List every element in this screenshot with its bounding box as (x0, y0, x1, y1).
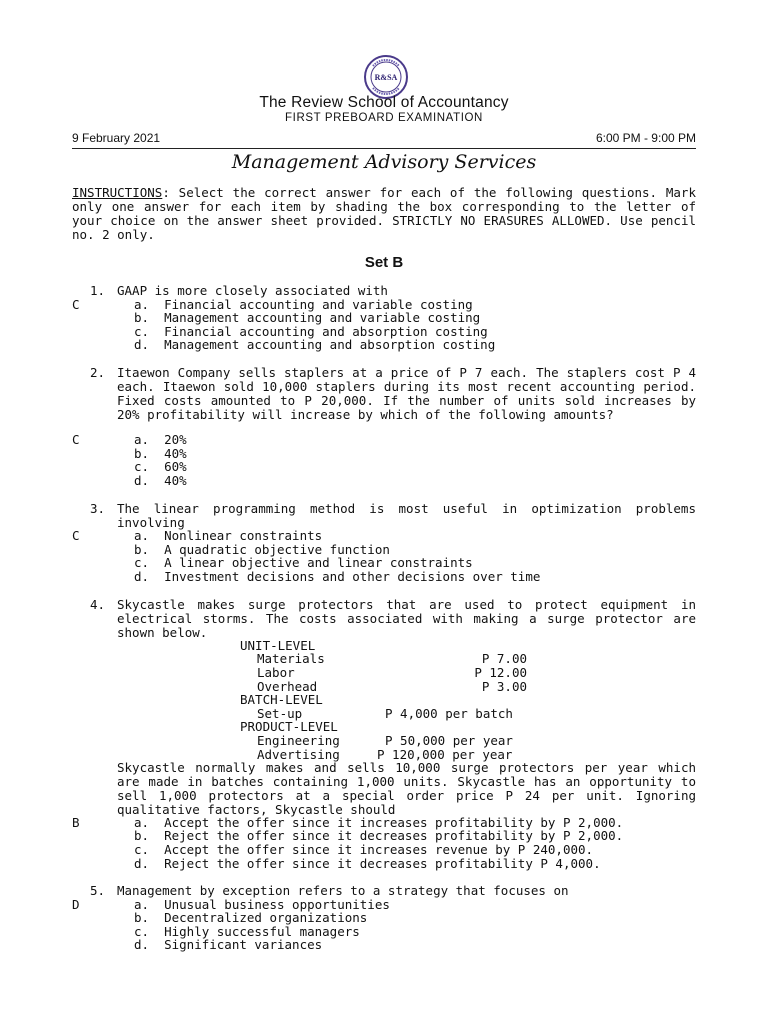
cost-setup-value: P 4,000 per batch (385, 706, 513, 721)
cost-materials-label: Materials (257, 651, 325, 666)
question-4-answer-key: B (72, 815, 80, 830)
question-5-answer-key: D (72, 897, 80, 912)
question-2-option-d: d. 40% (134, 473, 187, 488)
subject-title: Management Advisory Services (231, 151, 537, 173)
question-5-option-a: a. Unusual business opportunities (134, 897, 390, 912)
question-2-option-a: a. 20% (134, 432, 187, 447)
question-2-option-b: b. 40% (134, 446, 187, 461)
question-4-option-c: c. Accept the offer since it increases revenue by P 240,000. (134, 842, 594, 857)
question-2-text: Itaewon Company sells staplers at a price of P 7 each. The staplers cost P 4 each. Itaewon sold 10,000 staplers during its most recent accounting period. Fixed costs amounted to P 20,000. If the number of units sold increases by 20% profitability will increase by which of the following amounts? (117, 365, 696, 422)
question-3-option-b: b. A quadratic objective function (134, 542, 390, 557)
question-1-number: 1. (90, 283, 106, 298)
question-1-option-b: b. Management accounting and variable costing (134, 310, 481, 325)
question-3-answer-key: C (72, 528, 80, 543)
cost-engineering-value: P 50,000 per year (385, 733, 513, 748)
instructions (72, 186, 696, 242)
question-1-answer-key: C (72, 297, 80, 312)
question-4-option-a: a. Accept the offer since it increases profitability by P 2,000. (134, 815, 624, 830)
question-1-option-c: c. Financial accounting and absorption costing (134, 324, 488, 339)
cost-setup-label: Set-up (257, 706, 303, 721)
question-1-option-a: a. Financial accounting and variable costing (134, 297, 473, 312)
instructions-label: INSTRUCTIONS (72, 185, 163, 200)
cost-heading-unit-level: UNIT-LEVEL (240, 638, 316, 653)
question-3-option-a: a. Nonlinear constraints (134, 528, 323, 543)
question-3-option-c: c. A linear objective and linear constraints (134, 555, 473, 570)
set-label: Set B (364, 254, 404, 271)
instructions-text: : Select the correct answer for each of the following questions. Mark only one answer for each item by shading the box corresponding to the letter of your choice on the answer sheet provided. STRICTLY NO ERASURES ALLOWED. Use pencil no. 2 only. (72, 185, 696, 242)
cost-labor-value: P 12.00 (474, 665, 527, 680)
question-5-text: Management by exception refers to a strategy that focuses on (117, 883, 569, 898)
question-3-option-d: d. Investment decisions and other decisions over time (134, 569, 541, 584)
cost-heading-batch-level: BATCH-LEVEL (240, 692, 323, 707)
exam-date: 9 February 2021 (72, 131, 161, 145)
question-2-number: 2. (90, 365, 106, 380)
school-name: The Review School of Accountancy (259, 94, 509, 111)
question-4-option-d: d. Reject the offer since it decreases profitability P 4,000. (134, 856, 601, 871)
exam-time: 6:00 PM - 9:00 PM (595, 131, 696, 145)
exam-title: FIRST PREBOARD EXAMINATION (285, 112, 483, 124)
cost-materials-value: P 7.00 (481, 651, 527, 666)
question-5-option-d: d. Significant variances (134, 937, 323, 952)
question-4-text-continued: Skycastle normally makes and sells 10,000 surge protectors per year which are made in batches containing 1,000 units. Skycastle has an opportunity to sell 1,000 protectors at a special order price P 24 per unit. Ignoring qualitative factors, Skycastle should (117, 760, 696, 817)
question-5-option-b: b. Decentralized organizations (134, 910, 368, 925)
question-3-text: The linear programming method is most useful in optimization problems involving (117, 501, 696, 530)
question-2-option-c: c. 60% (134, 459, 187, 474)
cost-advertising-label: Advertising (257, 747, 340, 762)
question-5-number: 5. (90, 883, 106, 898)
question-4-text: Skycastle makes surge protectors that are used to protect equipment in electrical storms. The costs associated with making a surge protector are shown below. (117, 597, 696, 640)
cost-heading-product-level: PRODUCT-LEVEL (240, 719, 338, 734)
logo-text: R&SA (374, 73, 398, 82)
cost-overhead-value: P 3.00 (481, 679, 527, 694)
cost-labor-label: Labor (257, 665, 295, 680)
question-2-answer-key: C (72, 432, 80, 447)
question-5-option-c: c. Highly successful managers (134, 924, 360, 939)
cost-engineering-label: Engineering (257, 733, 340, 748)
cost-overhead-label: Overhead (257, 679, 318, 694)
question-4-number: 4. (90, 597, 106, 612)
question-1-text: GAAP is more closely associated with (117, 283, 388, 298)
question-1-option-d: d. Management accounting and absorption costing (134, 337, 496, 352)
header-divider (72, 148, 696, 149)
question-3-number: 3. (90, 501, 106, 516)
question-4-option-b: b. Reject the offer since it decreases profitability by P 2,000. (134, 828, 624, 843)
cost-advertising-value: P 120,000 per year (377, 747, 513, 762)
